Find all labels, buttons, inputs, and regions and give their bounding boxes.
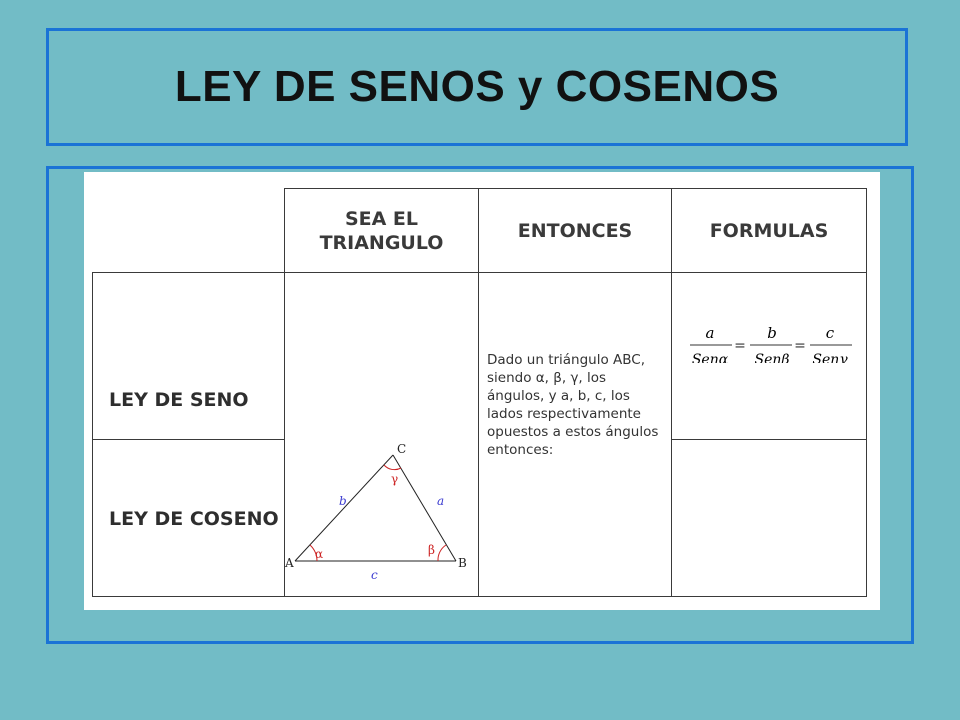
- formula-den-alpha: Senα: [691, 352, 729, 363]
- formula-den-beta: Senβ: [754, 352, 790, 363]
- side-b-label: b: [339, 494, 347, 508]
- vertex-b-label: B: [458, 556, 467, 570]
- side-a-line: [393, 455, 456, 561]
- description-line: lados respectivamente: [487, 406, 641, 422]
- formula-den-gamma: Senγ: [812, 352, 848, 363]
- row-label-sine: LEY DE SENO: [93, 273, 285, 440]
- description-line: siendo α, β, γ, los: [487, 370, 607, 386]
- gamma-arc: [384, 465, 401, 470]
- row-law-of-sines: [93, 273, 867, 440]
- header-triangle-line1: SEA EL: [344, 207, 419, 230]
- description-line: Dado un triángulo ABC,: [487, 352, 646, 368]
- triangle-cell: [285, 273, 479, 597]
- description-line: opuestos a estos ángulos: [487, 424, 659, 440]
- title-frame: [46, 28, 908, 146]
- beta-label: β: [428, 543, 435, 557]
- slide-title: LEY DE SENOS y COSENOS: [174, 62, 780, 111]
- law-table: [92, 188, 867, 597]
- vertex-a-label: A: [285, 556, 294, 570]
- header-triangle-line2: TRIANGULO: [319, 231, 444, 254]
- equals-sign-2: =: [794, 338, 806, 354]
- row-label-cosine: LEY DE COSENO: [93, 440, 285, 597]
- description-line: entonces:: [487, 442, 554, 458]
- cosine-formula-cell: [672, 440, 867, 597]
- header-then: ENTONCES: [479, 189, 672, 273]
- side-a-label: a: [437, 494, 445, 508]
- header-formulas: FORMULAS: [672, 189, 867, 273]
- description-cell: [479, 273, 672, 597]
- side-c-label: c: [371, 568, 378, 582]
- formula-num-c: c: [825, 324, 835, 342]
- description-line: ángulos, y a, b, c, los: [487, 388, 630, 404]
- gamma-label: γ: [391, 472, 399, 486]
- corner-cell: [93, 189, 285, 273]
- equals-sign-1: =: [734, 338, 746, 354]
- vertex-c-label: C: [397, 442, 407, 456]
- sine-formula: [672, 273, 866, 363]
- alpha-label: α: [315, 547, 324, 561]
- header-row: [93, 189, 867, 273]
- sine-formula-cell: [672, 273, 867, 440]
- triangle-figure: [285, 273, 478, 591]
- beta-arc: [438, 545, 446, 561]
- formula-num-b: b: [767, 324, 777, 342]
- side-b-line: [295, 455, 393, 561]
- formula-num-a: a: [705, 324, 715, 342]
- header-triangle: [285, 189, 479, 273]
